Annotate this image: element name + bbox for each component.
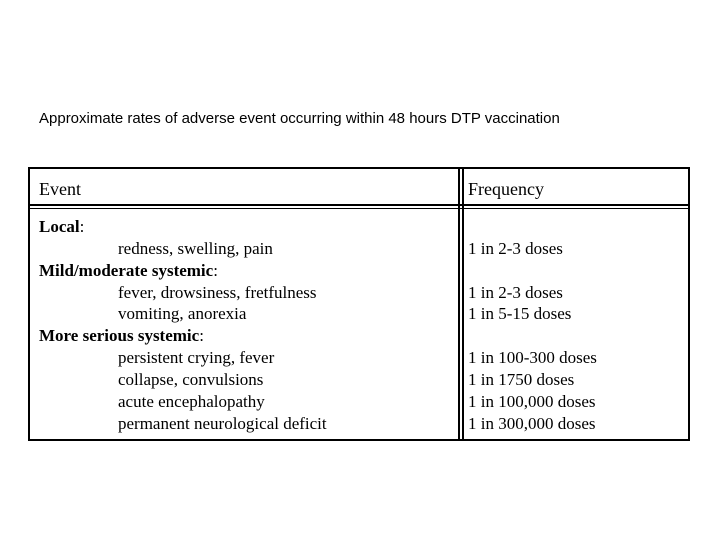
frequency-cell: 1 in 100,000 doses xyxy=(468,392,596,411)
event-cell: acute encephalopathy xyxy=(118,392,265,411)
frequency-cell: 1 in 100-300 doses xyxy=(468,348,597,367)
event-cell: redness, swelling, pain xyxy=(118,239,273,258)
group-label-local: Local: xyxy=(39,217,85,236)
column-divider xyxy=(462,169,464,439)
column-divider xyxy=(458,169,460,439)
group-label-mild-moderate: Mild/moderate systemic: xyxy=(39,261,218,280)
adverse-events-table xyxy=(28,167,690,441)
event-cell: permanent neurological deficit xyxy=(118,414,327,433)
header-divider xyxy=(30,208,688,209)
event-cell: vomiting, anorexia xyxy=(118,304,247,323)
frequency-cell: 1 in 2-3 doses xyxy=(468,239,563,258)
frequency-cell: 1 in 1750 doses xyxy=(468,370,575,389)
event-cell: fever, drowsiness, fretfulness xyxy=(118,283,317,302)
header-divider xyxy=(30,204,688,206)
frequency-cell: 1 in 2-3 doses xyxy=(468,283,563,302)
frequency-cell: 1 in 5-15 doses xyxy=(468,304,572,323)
event-cell: persistent crying, fever xyxy=(118,348,275,367)
frequency-cell: 1 in 300,000 doses xyxy=(468,414,596,433)
header-frequency: Frequency xyxy=(468,179,544,199)
group-label-more-serious: More serious systemic: xyxy=(39,326,204,345)
event-cell: collapse, convulsions xyxy=(118,370,264,389)
header-event: Event xyxy=(39,179,81,199)
table-caption: Approximate rates of adverse event occurring within 48 hours DTP vaccination xyxy=(39,110,560,127)
